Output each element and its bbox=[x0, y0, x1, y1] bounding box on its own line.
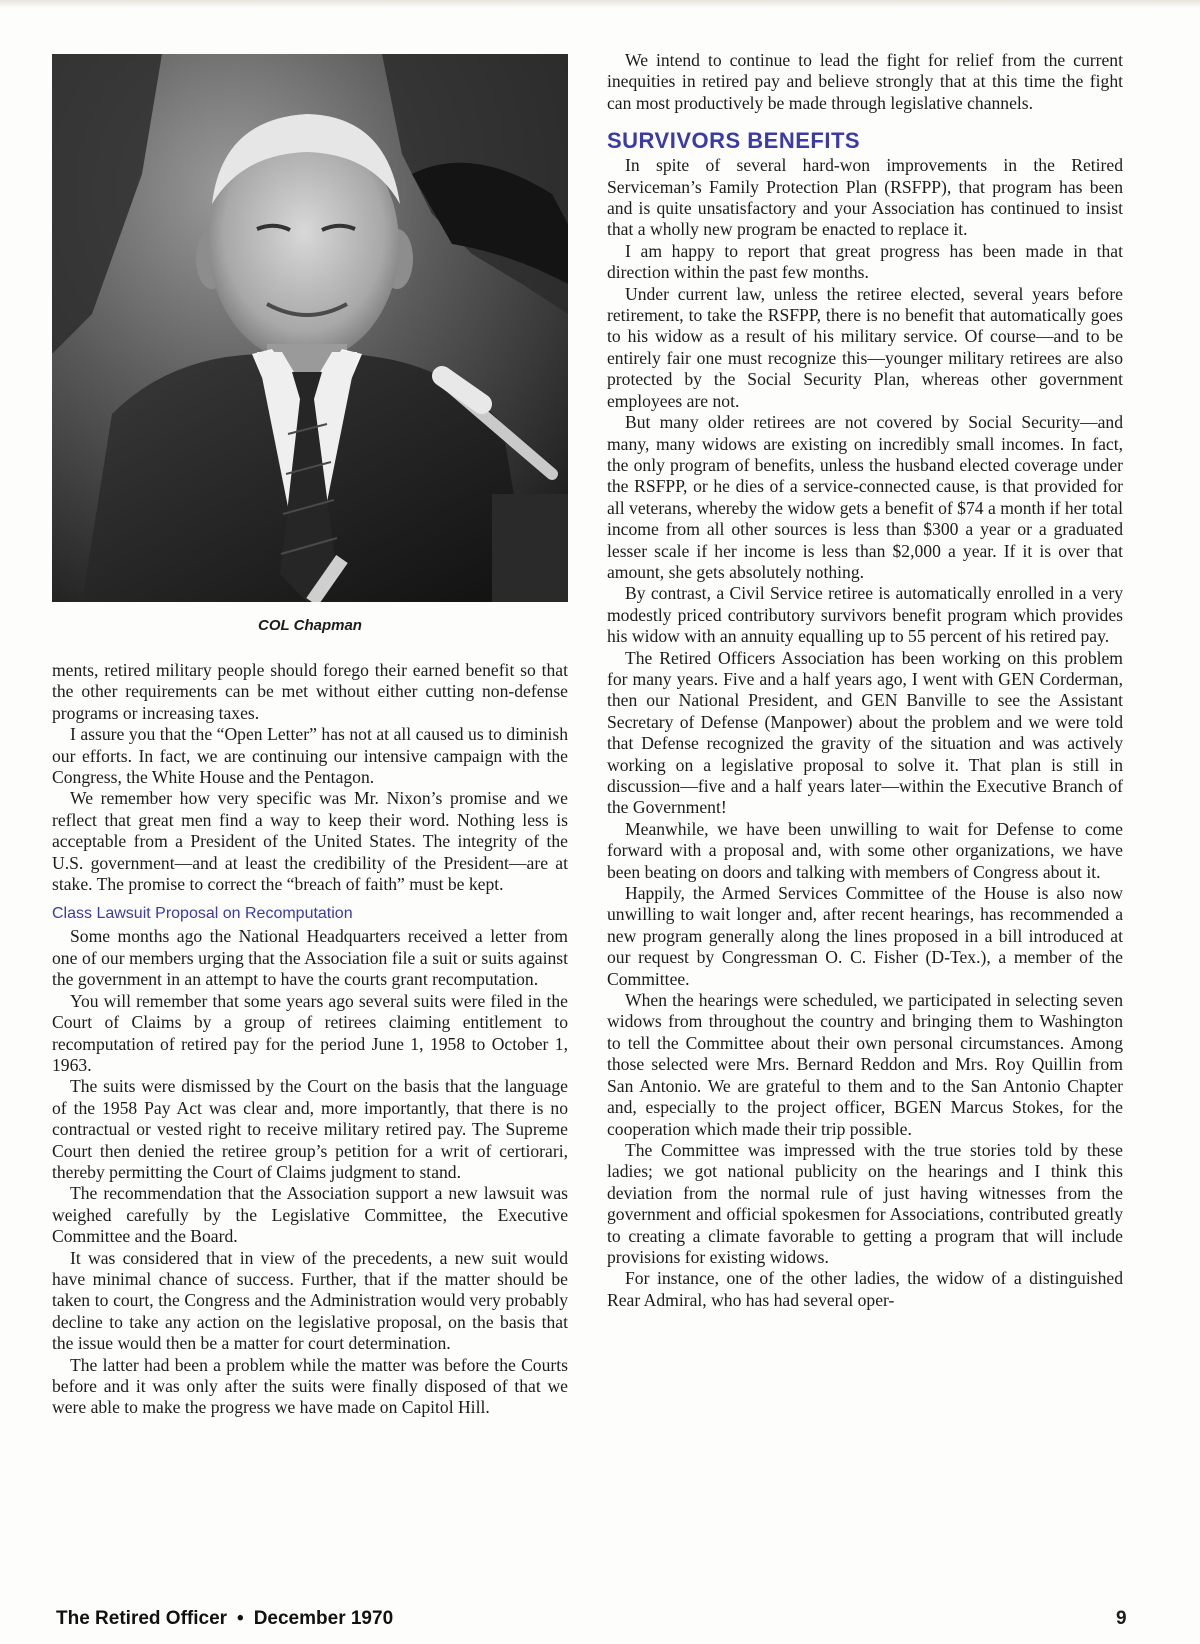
paragraph: We remember how very specific was Mr. Nixon’s promise and we reflect that great men find a way to keep their word. Nothing less is acceptable from a President of the United States. The integrity of the U.S. government—and at least the credibility of the President—are at stake. The promise to correct the “breach of faith” must be kept. bbox=[52, 788, 568, 895]
section-title-survivors-benefits: SURVIVORS BENEFITS bbox=[607, 128, 861, 154]
paragraph: ments, retired military people should forego their earned benefit so that the other requirements can be met without either cutting non-defense programs or increasing taxes. bbox=[52, 660, 568, 723]
publication-title: The Retired Officer bbox=[56, 1608, 228, 1629]
paragraph: You will remember that some years ago several suits were filed in the Court of Claims by a group of retirees claiming entitlement to recomputation of retired pay for the period June 1, 1958 to October 1, 1963. bbox=[52, 990, 568, 1075]
paragraph: The Committee was impressed with the true stories told by these ladies; we got national publicity on the hearings and I think this deviation from the normal rule of just having witnesses from the government and official spokesmen for Associations, contributed greatly to creating a climate favorable to getting a program that will include provisions for existing widows. bbox=[607, 1139, 1123, 1267]
paragraph: Some months ago the National Headquarters received a letter from one of our members urging that the Association file a suit or suits against the government in an attempt to have the courts grant recomputation. bbox=[52, 926, 568, 990]
photo-caption: COL Chapman bbox=[258, 617, 362, 634]
portrait-illustration bbox=[52, 54, 568, 602]
paragraph: But many older retirees are not covered by Social Security—and many, many widows are existing on incredibly small incomes. In fact, the only program of benefits, unless the husband elected coverage under the RSFPP, or he dies of a service-connected cause, is that provided for all veterans, whereby the widow gets a benefit of $74 a month if her total income from all other sources is less than $300 a year or a graduated lesser scale if her income is less than $2,000 a year. If it is over that amount, she gets absolutely nothing. bbox=[607, 412, 1123, 582]
paragraph: In spite of several hard-won improvements in the Retired Serviceman’s Family Protection Plan (RSFPP), that program has been and is quite unsatisfactory and your Association has continued to insist that a wholly new program be enacted to replace it. bbox=[607, 155, 1123, 240]
paragraph: Happily, the Armed Services Committee of the House is also now unwilling to wait longer and, after recent hearings, has recommended a new program generally along the lines proposed in a bill introduced at our request by Congressman O. C. Fisher (D-Tex.), a member of the Committee. bbox=[607, 883, 1123, 989]
paragraph: Under current law, unless the retiree elected, several years before retirement, to take the RSFPP, there is no benefit that automatically goes to his widow as a result of his military service. Of course—and to be entirely fair one must recognize this—younger military retirees are also protected by the Social Security Plan, whereas other government employees are not. bbox=[607, 283, 1123, 411]
portrait-photo bbox=[52, 54, 568, 602]
paragraph: I assure you that the “Open Letter” has not at all caused us to diminish our efforts. In fact, we are continuing our intensive campaign with the Congress, the White House and the Pentagon. bbox=[52, 724, 568, 788]
paragraph: The recommendation that the Association support a new lawsuit was weighed carefully by the Legislative Committee, the Executive Committee and the Board. bbox=[52, 1183, 568, 1247]
paragraph: I am happy to report that great progress has been made in that direction within the past few months. bbox=[607, 240, 1123, 283]
subheading-class-lawsuit: Class Lawsuit Proposal on Recomputation bbox=[52, 905, 353, 923]
paragraph: It was considered that in view of the precedents, a new suit would have minimal chance of success. Further, that if the matter should be taken to court, the Congress and the Administration would very probably decline to take any action on the legislative proposal, on the basis that the issue would then be a matter for court determination. bbox=[52, 1247, 568, 1354]
paragraph: When the hearings were scheduled, we participated in selecting seven widows from throughout the country and bringing them to Washington to tell the Committee about their own personal circumstances. Among those selected were Mrs. Bernard Reddon and Mrs. Roy Quillin from San Antonio. We are grateful to them and to the San Antonio Chapter and, especially to the project officer, BGEN Marcus Stokes, for the cooperation which made their trip possible. bbox=[607, 990, 1123, 1139]
page-top-edge bbox=[0, 0, 1200, 8]
paragraph: The suits were dismissed by the Court on the basis that the language of the 1958 Pay Act was clear and, more importantly, that there is no contractual or vested right to receive military retired pay. The Supreme Court then denied the retiree group’s petition for a writ of certiorari, thereby permitting the Court of Claims judgment to stand. bbox=[52, 1076, 568, 1182]
intro-paragraph: We intend to continue to lead the fight for relief from the current inequities in retired pay and believe strongly that at this time the fight can most productively be made through legislative channels. bbox=[607, 50, 1123, 113]
paragraph: The latter had been a problem while the matter was before the Courts before and it was only after the suits were finally disposed of that we were able to make the progress we have made on Capitol Hill. bbox=[52, 1354, 568, 1418]
page-footer bbox=[56, 1608, 393, 1630]
right-column bbox=[607, 50, 1123, 1311]
paragraph: The Retired Officers Association has been working on this problem for many years. Five and a half years ago, I went with GEN Corderman, then our National President, and GEN Banville to see the Assistant Secretary of Defense (Manpower) about the problem and we were told that Defense recognized the gravity of the situation and was actively working on a legislative proposal to solve it. That plan is still in discussion—five and a half years later—within the Executive Branch of the Government! bbox=[607, 647, 1123, 818]
paragraph: For instance, one of the other ladies, the widow of a distinguished Rear Admiral, who has had several oper- bbox=[607, 1268, 1123, 1310]
page-number: 9 bbox=[1116, 1608, 1127, 1629]
paragraph: By contrast, a Civil Service retiree is automatically enrolled in a very modestly priced contributory survivors benefit program which provides his widow with an annuity equalling up to 55 percent of his retired pay. bbox=[607, 583, 1123, 647]
footer-bullet: • bbox=[237, 1608, 244, 1629]
left-column bbox=[52, 50, 568, 1419]
paragraph: Meanwhile, we have been unwilling to wait for Defense to come forward with a proposal and, with some other organizations, we have been beating on doors and talking with members of Congress about it. bbox=[607, 818, 1123, 882]
issue-date: December 1970 bbox=[253, 1608, 394, 1629]
